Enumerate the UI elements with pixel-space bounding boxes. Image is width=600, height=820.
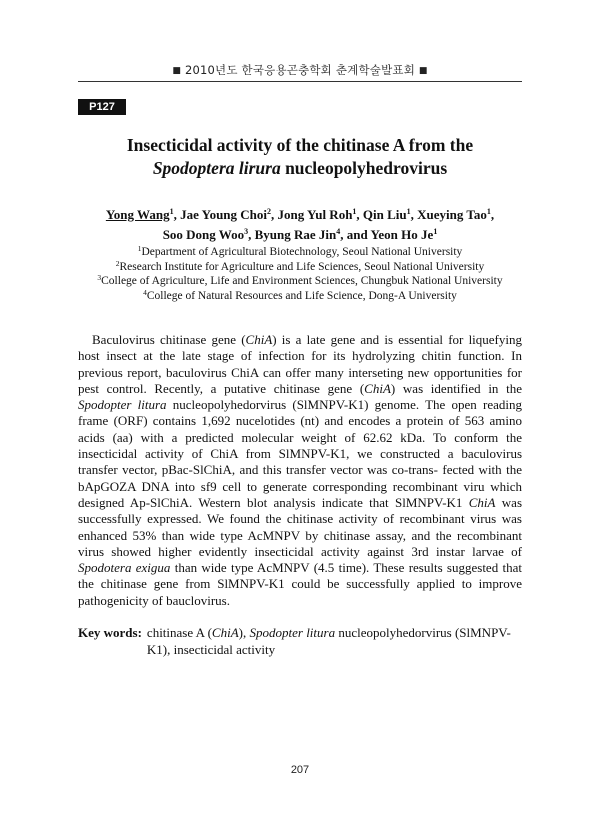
keyword-part: ), bbox=[238, 625, 250, 640]
header-marker-right: ■ bbox=[418, 66, 428, 76]
keywords-label: Key words: bbox=[78, 625, 142, 640]
abstract-text: ) was identified in the bbox=[390, 380, 522, 396]
species-name: Spodotera exigua bbox=[78, 560, 171, 576]
author-list bbox=[78, 205, 522, 245]
abstract-text: ) is a late gene and is essential for liquefying host insect at the late stage of infection for its hydrolyzing chitin function. In previous report, baculovirus ChiA can offer many interseting new opportunities for pest control. Recently, a putative chitinase gene ( bbox=[78, 332, 522, 396]
author-name: Soo Dong Woo bbox=[162, 227, 245, 242]
affiliation-number: 2 bbox=[115, 258, 120, 268]
author-name: Jae Young Choi bbox=[180, 207, 268, 222]
author-line-1 bbox=[78, 205, 522, 225]
author-affiliation-number: 1 bbox=[433, 227, 438, 236]
affiliation-number: 3 bbox=[97, 273, 102, 282]
header-marker-left: ■ bbox=[172, 66, 182, 76]
author-separator: , bbox=[173, 207, 181, 222]
abstract-text: nucleopolyhedorvirus (SlMNPV-K1) genome. The open reading frame (ORF) contains 1,692 nucelotides (nt) and encodes a protein of 563 amino acids (aa) with a predicted molecular weight of 62.62 kDa. To conform the insecticidal activity of ChiA from SlMNPV-K1, we constructed a baculovirus transfer vector, pBac-SlChiA, and this transfer vector was co-trans- fected with the bApGOZA DNA into sf9 cell to generate corresponding recombinant viru which designed Ap-SlChiA. Western blot analysis indicate that SlMNPV-K1 bbox=[78, 397, 522, 510]
gene-name: ChiA bbox=[364, 380, 391, 396]
page-number: 207 bbox=[290, 764, 310, 776]
affiliation-item bbox=[78, 289, 522, 304]
author-name: Qin Liu bbox=[362, 207, 407, 222]
author-name: Yong Wang bbox=[105, 207, 170, 222]
affiliation-list bbox=[78, 245, 522, 303]
gene-name: ChiA bbox=[245, 332, 273, 347]
affiliation-number: 4 bbox=[143, 287, 147, 297]
abstract-text: Baculovirus chitinase gene ( bbox=[92, 332, 246, 347]
affiliation-text: Research Institute for Agriculture and Life Sciences, Seoul National University bbox=[119, 260, 485, 273]
keywords bbox=[78, 624, 522, 658]
abstract-text: was successfully expressed. We found the chitinase activity of recombinant virus was enhanced 53% than wide type AcMNPV by chitinase assay, and the recombinant virus showed higher evidently insecticidal activity against 3rd instar larvae of bbox=[78, 494, 523, 559]
keyword-gene: ChiA bbox=[211, 625, 239, 640]
paper-title bbox=[78, 134, 522, 180]
author-affiliation-number: 1 bbox=[406, 207, 411, 216]
author-separator: , bbox=[271, 207, 278, 222]
keyword-part: chitinase A ( bbox=[146, 625, 212, 640]
author-affiliation-number: 4 bbox=[336, 227, 341, 236]
author-separator: , bbox=[248, 227, 255, 242]
species-name: Spodopter litura bbox=[78, 397, 167, 413]
affiliation-item bbox=[78, 260, 522, 275]
author-affiliation-number: 1 bbox=[486, 207, 491, 216]
author-separator: , bbox=[490, 207, 495, 222]
title-species: Spodoptera lirura bbox=[152, 158, 281, 178]
author-name: Yeon Ho Je bbox=[370, 227, 434, 242]
author-line-2 bbox=[78, 225, 522, 245]
affiliation-text: Department of Agricultural Biotechnology, Seoul National University bbox=[141, 246, 463, 258]
title-line-2 bbox=[78, 157, 522, 180]
author-separator: , bbox=[356, 207, 363, 222]
conference-header bbox=[78, 62, 522, 78]
affiliation-item bbox=[78, 245, 522, 260]
keyword-part: nucleopolyhedorvirus (SlMNPV- K1), insecticidal activity bbox=[146, 625, 511, 657]
author-separator: , and bbox=[340, 227, 371, 242]
author-affiliation-number: 2 bbox=[267, 207, 272, 216]
affiliation-text: College of Natural Resources and Life Science, Dong-A University bbox=[146, 289, 457, 302]
affiliation-item bbox=[78, 274, 522, 289]
author-separator: , bbox=[410, 207, 418, 222]
author-name: Jong Yul Roh bbox=[277, 207, 353, 222]
paper-id-badge: P127 bbox=[78, 99, 126, 115]
keyword-species: Spodopter litura bbox=[249, 625, 336, 640]
abstract-body bbox=[78, 332, 522, 609]
affiliation-text: College of Agriculture, Life and Environment Sciences, Chungbuk National University bbox=[101, 275, 503, 287]
conference-name: 2010년도 한국응용곤충학회 춘계학술발표회 bbox=[184, 63, 416, 77]
title-line-2-rest: nucleopolyhedrovirus bbox=[280, 158, 448, 178]
author-affiliation-number: 1 bbox=[169, 207, 174, 216]
header-rule bbox=[78, 81, 522, 82]
author-name: Byung Rae Jin bbox=[254, 227, 337, 242]
author-affiliation-number: 3 bbox=[244, 227, 249, 236]
abstract-text: than wide type AcMNPV (4.5 time). These results suggested that the chitinase gene from SlMNPV-K1 could be successfully applied to improve pathogenicity of bauclovirus. bbox=[78, 560, 522, 608]
author-name: Xueying Tao bbox=[417, 207, 487, 222]
title-line-1: Insecticidal activity of the chitinase A from the bbox=[126, 135, 474, 155]
gene-name: ChiA bbox=[468, 494, 496, 510]
affiliation-number: 1 bbox=[137, 244, 142, 253]
author-affiliation-number: 1 bbox=[352, 207, 357, 216]
keywords-text bbox=[147, 624, 522, 658]
